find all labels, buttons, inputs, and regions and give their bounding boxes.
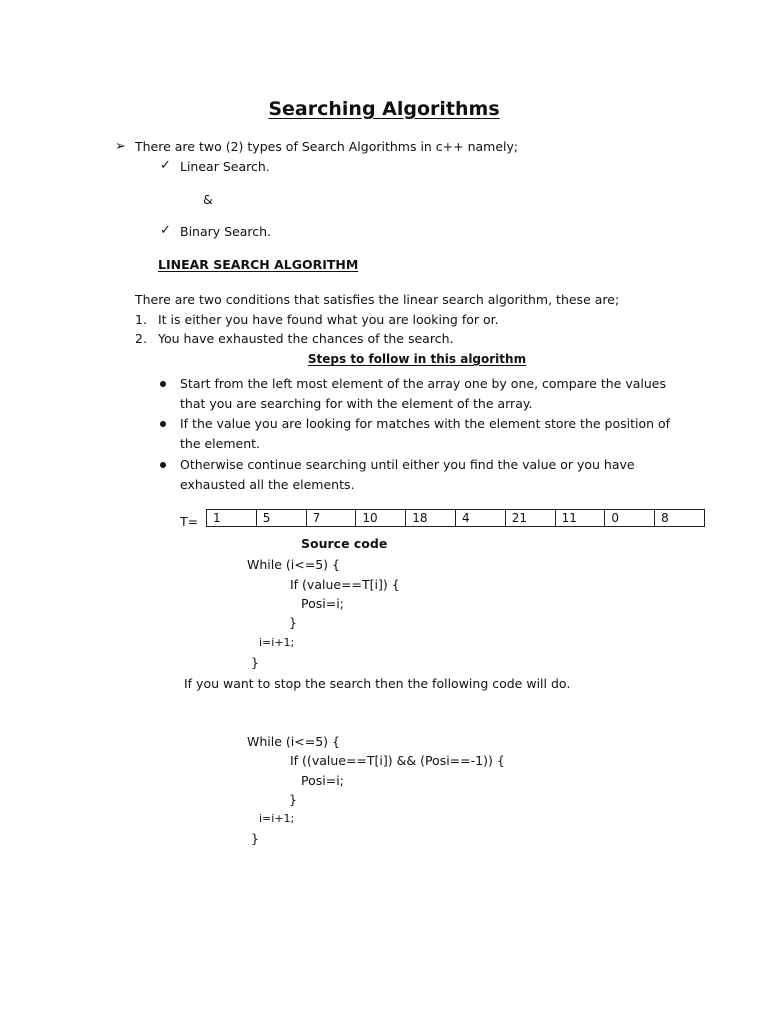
bullet-dot-icon — [160, 462, 166, 468]
array-cell: 8 — [655, 510, 705, 527]
code-line: } — [251, 831, 259, 846]
array-cell: 18 — [406, 510, 456, 527]
condition-text: You have exhausted the chances of the search. — [158, 331, 454, 346]
array-cell: 7 — [306, 510, 356, 527]
intro-text: There are two (2) types of Search Algorithms in c++ namely; — [135, 139, 519, 154]
code-line: i=i+1; — [259, 812, 295, 825]
code-line: If (value==T[i]) { — [290, 577, 400, 592]
array-table — [206, 509, 705, 527]
condition-number: 2. — [135, 331, 147, 346]
steps-heading: Steps to follow in this algorithm — [307, 352, 527, 366]
linear-search-item: Linear Search. — [180, 159, 270, 174]
array-cell: 0 — [605, 510, 655, 527]
step-text: Otherwise continue searching until either you find the value or you have exhausted all the elements. — [180, 457, 635, 492]
bullet-dot-icon — [160, 381, 166, 387]
code-line: While (i<=5) { — [247, 557, 340, 572]
array-cell: 1 — [207, 510, 257, 527]
binary-search-item: Binary Search. — [180, 224, 272, 239]
array-cell: 5 — [256, 510, 306, 527]
code-line: While (i<=5) { — [247, 734, 340, 749]
condition-number: 1. — [135, 312, 147, 327]
linear-search-heading: LINEAR SEARCH ALGORITHM — [158, 257, 359, 272]
code-line: } — [289, 615, 297, 630]
array-cell: 11 — [555, 510, 605, 527]
conditions-intro: There are two conditions that satisfies the linear search algorithm, these are; — [135, 292, 620, 307]
code-line: i=i+1; — [259, 636, 295, 649]
check-icon: ✓ — [160, 223, 171, 238]
arrow-bullet-icon: ➢ — [115, 139, 126, 154]
code-line: } — [289, 792, 297, 807]
page-title: Searching Algorithms — [268, 98, 500, 120]
array-cell: 10 — [356, 510, 406, 527]
code-line: If ((value==T[i]) && (Posi==-1)) { — [290, 753, 505, 768]
bullet-dot-icon — [160, 421, 166, 427]
code-line: Posi=i; — [301, 773, 344, 788]
condition-text: It is either you have found what you are looking for or. — [158, 312, 499, 327]
array-row — [207, 510, 705, 527]
ampersand: & — [203, 192, 213, 207]
array-cell: 4 — [455, 510, 505, 527]
code-line: } — [251, 655, 259, 670]
source-code-heading: Source code — [301, 536, 388, 551]
check-icon: ✓ — [160, 158, 171, 173]
stop-search-text: If you want to stop the search then the following code will do. — [184, 676, 571, 691]
step-text: Start from the left most element of the array one by one, compare the values that you are searching for with the element of the array. — [180, 376, 666, 411]
array-label: T= — [180, 514, 199, 529]
step-text: If the value you are looking for matches with the element store the position of the element. — [180, 416, 671, 451]
code-line: Posi=i; — [301, 596, 344, 611]
array-cell: 21 — [505, 510, 555, 527]
